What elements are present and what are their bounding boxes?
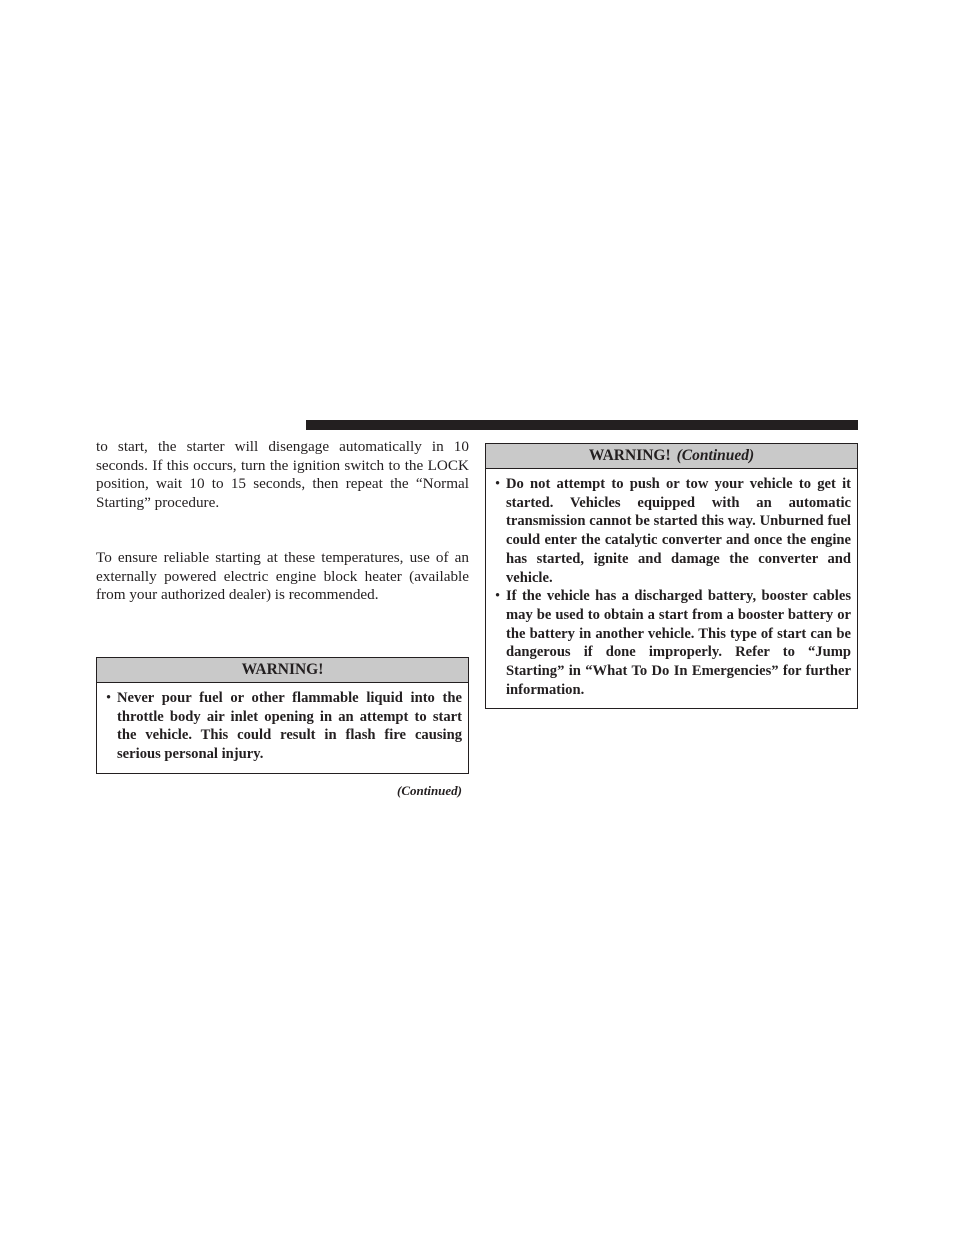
warning-title: WARNING! <box>241 660 324 678</box>
body-paragraph-starter: to start, the starter will disengage automatically in 10 seconds. If this occurs, turn the ignition switch to the LOCK position, wait 10 to 15 seconds, then repeat the “Normal Starting” procedure. <box>96 438 469 512</box>
bullet-icon: • <box>495 588 501 605</box>
warning-title-suffix: (Continued) <box>676 447 755 464</box>
warning-item-text: Never pour fuel or other flammable liquid into the throttle body air inlet opening in an attempt to start the vehicle. This could result in flash fire causing serious personal injury. <box>117 689 462 763</box>
body-paragraph-block-heater: To ensure reliable starting at these temperatures, use of an externally powered electric engine block heater (available from your authorized dealer) is recommended. <box>96 548 469 604</box>
bullet-icon: • <box>495 476 501 492</box>
warning-item <box>106 689 462 764</box>
warning-header <box>486 444 857 469</box>
warning-title: WARNING! <box>588 447 671 464</box>
warning-box <box>96 657 469 774</box>
bullet-icon: • <box>106 689 112 706</box>
section-header-bar <box>306 420 858 430</box>
warning-box-continued <box>485 443 858 709</box>
right-column <box>485 443 858 709</box>
warning-item-text: If the vehicle has a discharged battery, booster cables may be used to obtain a start from a booster battery or the battery in another vehicle. This type of start can be dangerous if done improperly. Refer to “Jump Starting” in “What To Do In Emergencies” for further information. <box>506 588 851 698</box>
warning-item <box>495 587 851 699</box>
continued-note: (Continued) <box>396 782 462 798</box>
warning-header <box>97 658 468 683</box>
warning-list <box>97 683 468 773</box>
left-column <box>96 438 469 799</box>
warning-list <box>486 469 857 708</box>
warning-item-text: Do not attempt to push or tow your vehicle to get it started. Vehicles equipped with an automatic transmission cannot be started this way. Unburned fuel could enter the catalytic converter and once the engine has started, ignite and damage the converter and vehicle. <box>506 476 851 586</box>
warning-item <box>495 475 851 587</box>
